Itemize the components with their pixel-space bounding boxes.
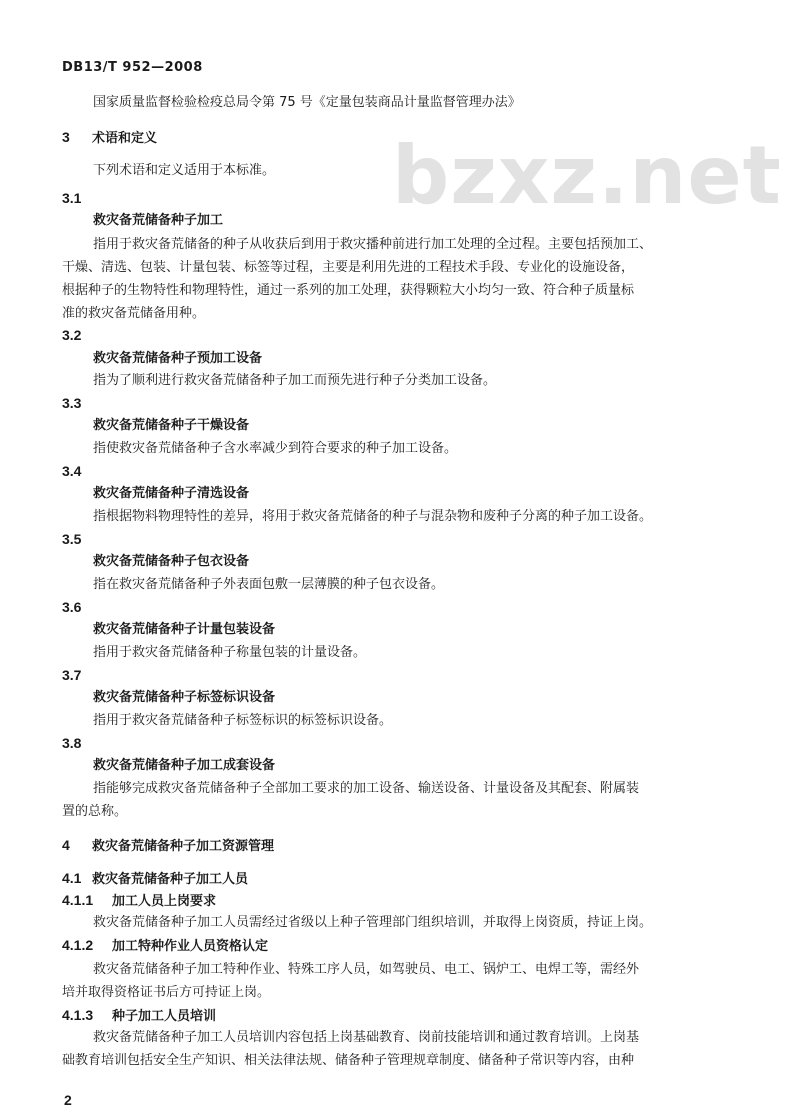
term-title: 救灾备荒储备种子标签标识设备	[93, 690, 276, 705]
watermark: bzxz.net	[392, 129, 782, 222]
term-definition-line: 根据种子的生物特性和物理特性，通过一系列的加工处理，获得颗粒大小均匀一致、符合种子质量标	[62, 283, 635, 298]
subsection-number: 4.1	[62, 870, 82, 886]
clause-text-line: 救灾备荒储备种子加工特种作业、特殊工序人员，如驾驶员、电工、锅炉工、电焊工等，需经外	[93, 962, 640, 977]
term-definition-line: 干燥、清选、包装、计量包装、标签等过程，主要是利用先进的工程技术手段、专业化的设施设备，	[62, 260, 635, 275]
term-definition-line: 指能够完成救灾备荒储备种子全部加工要求的加工设备、输送设备、计量设备及其配套、附属装	[93, 781, 640, 796]
clause-text-line: 救灾备荒储备种子加工人员需经过省级以上种子管理部门组织培训，并取得上岗资质，持证上岗。	[93, 915, 653, 930]
clause-heading	[62, 1006, 216, 1026]
clause-text-line: 培并取得资格证书后方可持证上岗。	[62, 985, 271, 1000]
section-number: 3	[62, 129, 70, 145]
document-id-header: DB13/T 952—2008	[62, 60, 203, 75]
term-definition-line: 指用于救灾备荒储备种子标签标识的标签标识设备。	[93, 713, 393, 728]
section-number: 4	[62, 837, 70, 853]
section-4-heading	[62, 836, 274, 856]
term-title: 救灾备荒储备种子加工成套设备	[93, 758, 276, 773]
clause-title: 种子加工人员培训	[112, 1009, 217, 1024]
term-number: 3.5	[62, 531, 82, 547]
term-definition-line: 指用于救灾备荒储备的种子从收获后到用于救灾播种前进行加工处理的全过程。主要包括预加工、	[93, 237, 653, 252]
term-definition-line: 指使救灾备荒储备种子含水率减少到符合要求的种子加工设备。	[93, 441, 458, 456]
term-number: 3.1	[62, 190, 82, 206]
term-title: 救灾备荒储备种子清选设备	[93, 486, 250, 501]
clause-text-line: 础教育培训包括安全生产知识、相关法律法规、储备种子管理规章制度、储备种子常识等内容，由种	[62, 1053, 635, 1068]
term-number: 3.7	[62, 667, 82, 683]
section-title: 术语和定义	[92, 131, 158, 146]
clause-text-line: 救灾备荒储备种子加工人员培训内容包括上岗基础教育、岗前技能培训和通过教育培训。上岗基	[93, 1030, 640, 1045]
term-number: 3.3	[62, 395, 82, 411]
term-definition-line: 指为了顺利进行救灾备荒储备种子加工而预先进行种子分类加工设备。	[93, 373, 497, 388]
term-number: 3.8	[62, 735, 82, 751]
clause-title: 加工特种作业人员资格认定	[112, 939, 269, 954]
term-number: 3.4	[62, 463, 82, 479]
term-title: 救灾备荒储备种子干燥设备	[93, 418, 250, 433]
clause-number: 4.1.2	[62, 937, 94, 953]
clause-heading	[62, 936, 268, 956]
term-number: 3.2	[62, 327, 82, 343]
section-3-intro: 下列术语和定义适用于本标准。	[93, 163, 276, 178]
clause-number: 4.1.3	[62, 1007, 94, 1023]
term-title: 救灾备荒储备种子预加工设备	[93, 351, 263, 366]
term-definition-line: 指用于救灾备荒储备种子称量包装的计量设备。	[93, 645, 367, 660]
reference-line: 国家质量监督检验检疫总局令第 75 号《定量包装商品计量监督管理办法》	[93, 95, 521, 110]
clause-number: 4.1.1	[62, 892, 94, 908]
term-definition-line: 指根据物料物理特性的差异，将用于救灾备荒储备的种子与混杂物和废种子分离的种子加工设备。	[93, 509, 653, 524]
subsection-title: 救灾备荒储备种子加工人员	[92, 872, 249, 887]
section-3-heading	[62, 128, 157, 148]
term-definition-line: 准的救灾备荒储备用种。	[62, 306, 206, 321]
page-number: 2	[64, 1092, 72, 1108]
term-title: 救灾备荒储备种子计量包装设备	[93, 622, 276, 637]
term-title: 救灾备荒储备种子加工	[93, 213, 224, 228]
section-title: 救灾备荒储备种子加工资源管理	[92, 839, 275, 854]
clause-heading	[62, 891, 216, 911]
subsection-4-1-heading	[62, 869, 248, 889]
term-definition-line: 置的总称。	[62, 804, 128, 819]
term-definition-line: 指在救灾备荒储备种子外表面包敷一层薄膜的种子包衣设备。	[93, 577, 445, 592]
term-title: 救灾备荒储备种子包衣设备	[93, 554, 250, 569]
term-number: 3.6	[62, 599, 82, 615]
clause-title: 加工人员上岗要求	[112, 894, 217, 909]
